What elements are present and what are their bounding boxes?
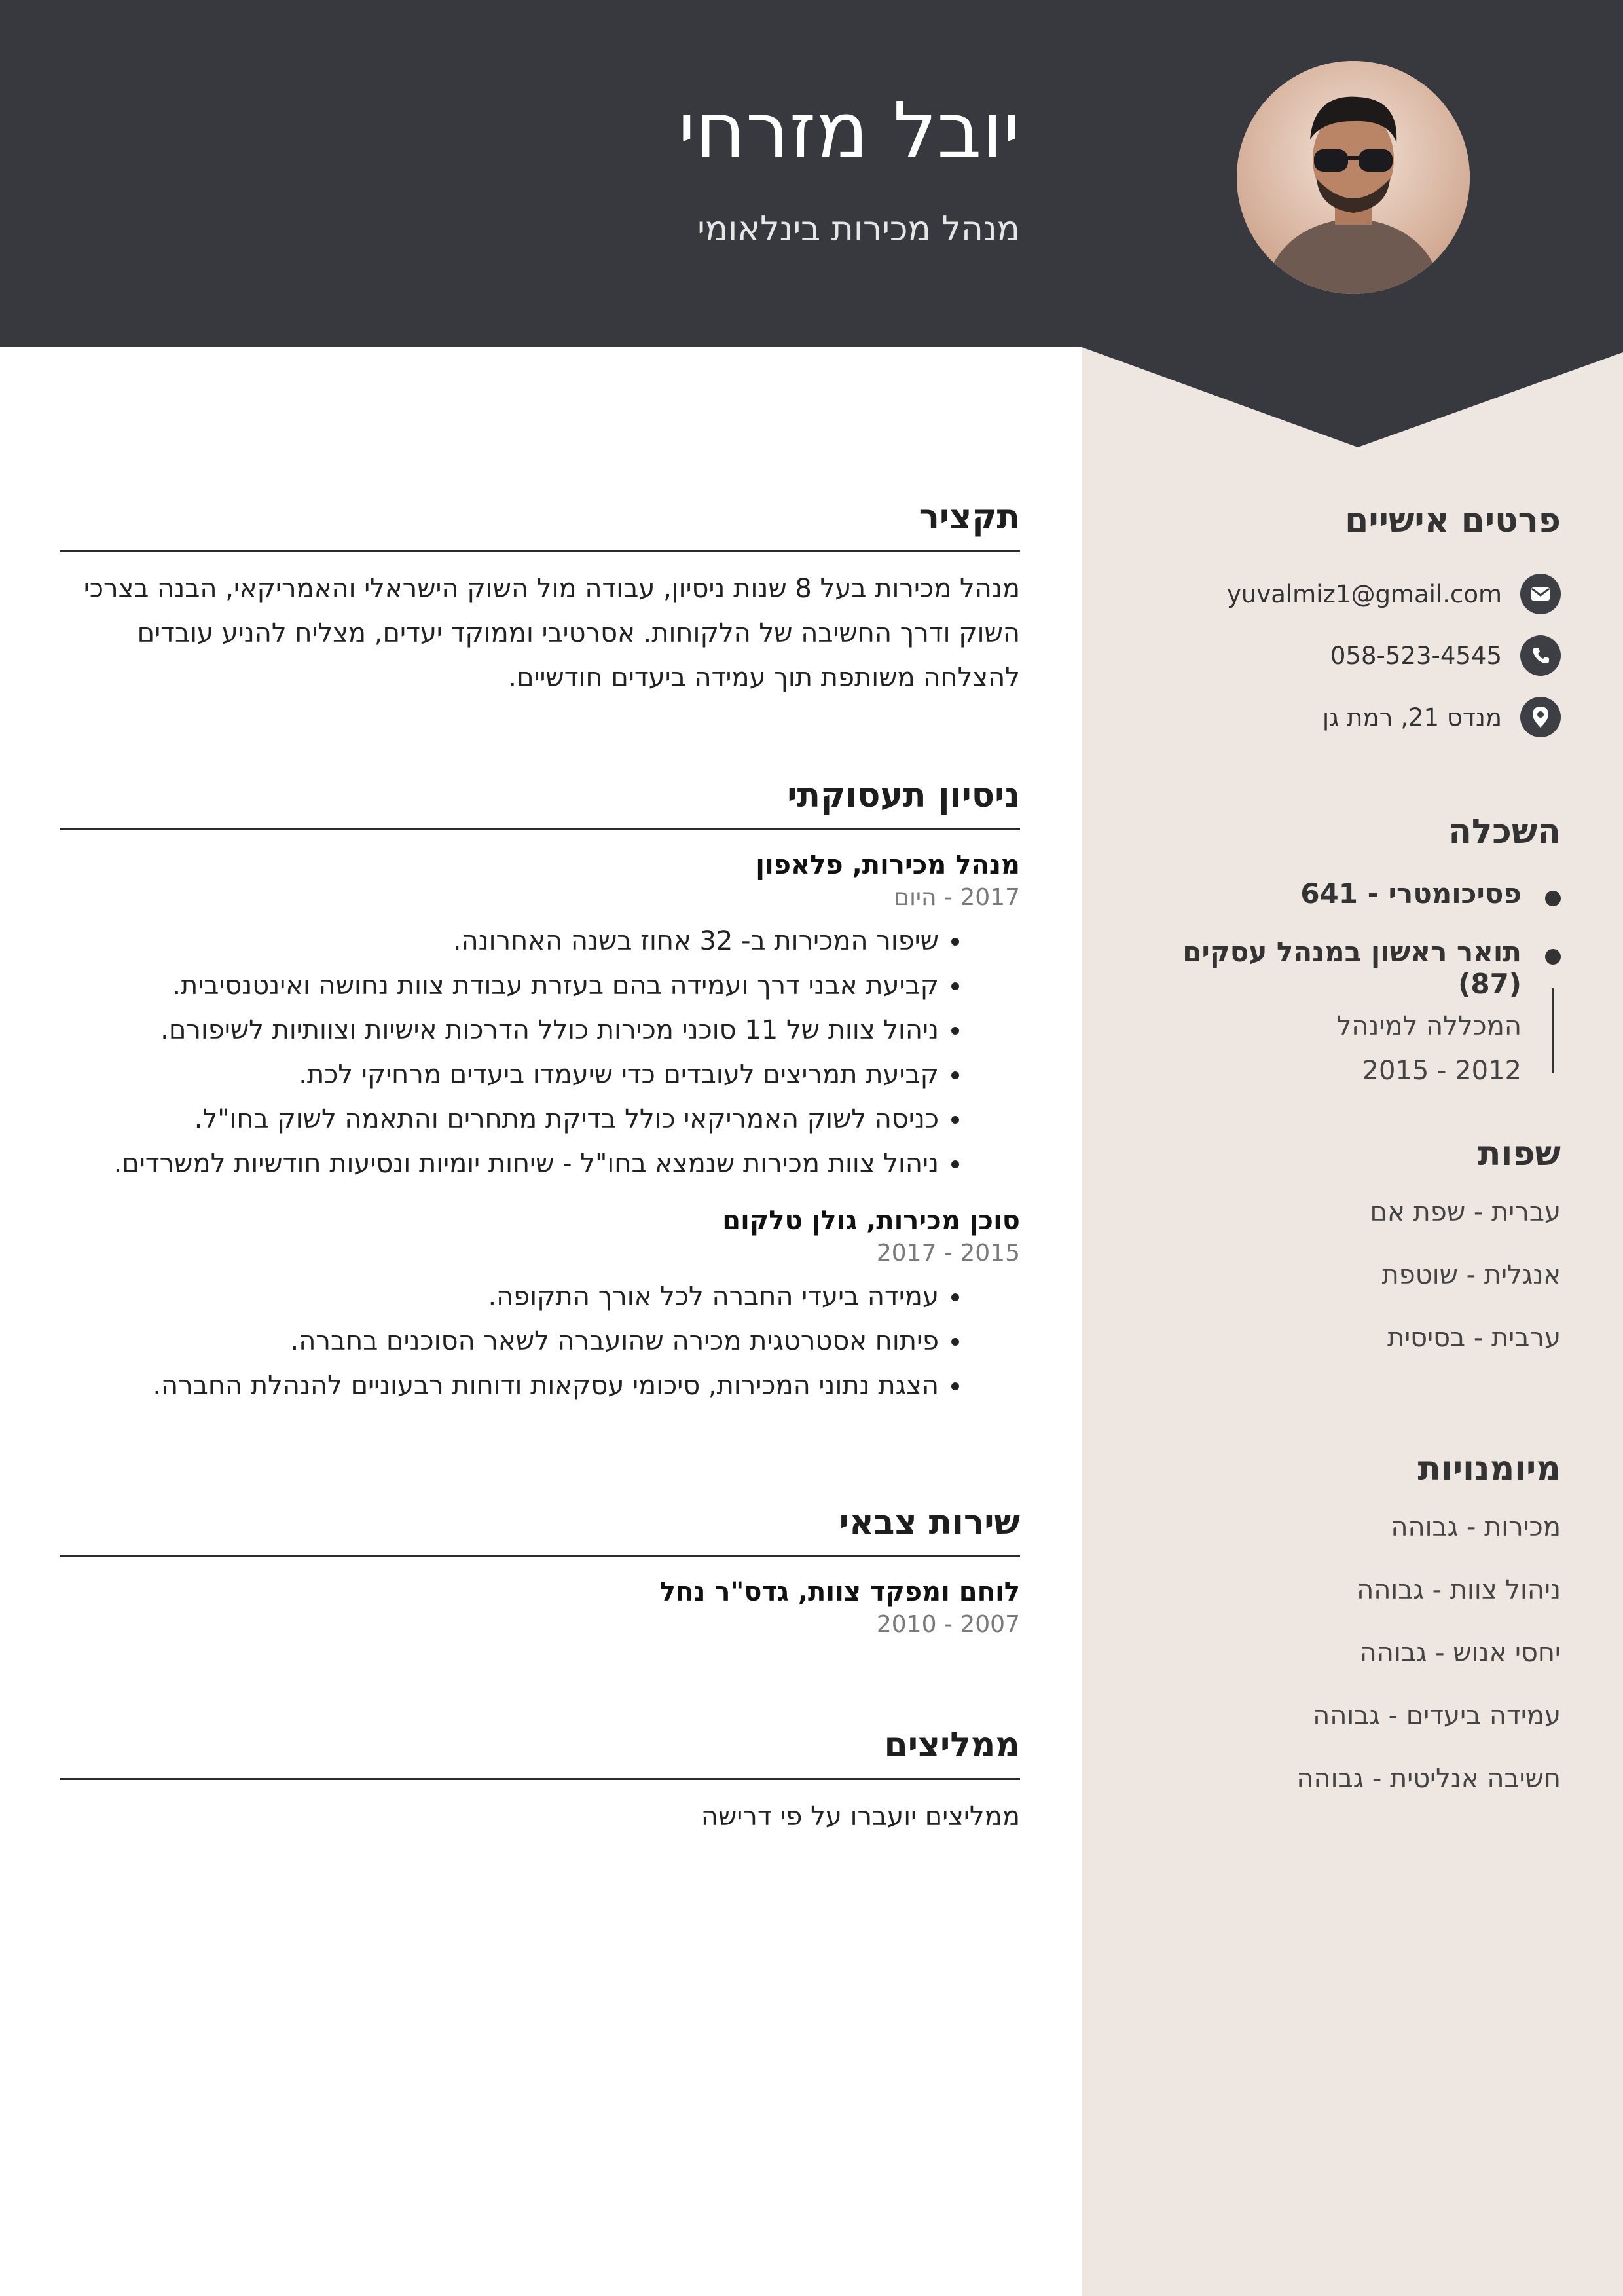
summary-heading: תקציר (60, 498, 1020, 552)
language-item: אנגלית - שוטפת (1381, 1260, 1561, 1290)
education-title: תואר ראשון במנהל עסקים (87) (1182, 936, 1522, 1000)
experience-section (60, 776, 1020, 1408)
person-name: יובל מזרחי (678, 85, 1020, 176)
education-item (1142, 878, 1561, 910)
bullet-dot (1545, 949, 1561, 965)
summary-line: מנהל מכירות בעל 8 שנות ניסיון, עבודה מול השוק הישראלי והאמריקאי, הבנה בצרכי (83, 574, 1020, 604)
person-title: מנהל מכירות בינלאומי (697, 210, 1020, 249)
job-date: 2015 - 2017 (876, 1240, 1020, 1267)
list-item: • ניהול צוות של 11 סוכני מכירות כולל הדרכות אישיות וצוותיות לשיפורם. (60, 1008, 939, 1052)
contact-email (1142, 573, 1561, 615)
skill-item: מכירות - גבוהה (1391, 1512, 1561, 1542)
list-item: • קביעת אבני דרך ועמידה בהם בעזרת עבודת צוות נחושה ואינטנסיבית. (60, 963, 939, 1008)
education-heading: השכלה (1448, 812, 1561, 851)
list-item: • קביעת תמריצים לעובדים כדי שיעמדו ביעדים מרחיקי לכת. (60, 1052, 939, 1097)
skills-heading: מיומנויות (1417, 1449, 1561, 1489)
profile-photo (1237, 61, 1470, 294)
job-bullets (60, 919, 1020, 1186)
summary-line: השוק ודרך החשיבה של הלקוחות. אסרטיבי וממוקד יעדים, מצליח להניע עובדים (137, 618, 1020, 648)
bullet-dot (1545, 891, 1561, 906)
languages-heading: שפות (1477, 1134, 1561, 1174)
summary-text (60, 566, 1020, 700)
list-item: • שיפור המכירות ב- 32 אחוז בשנה האחרונה. (60, 919, 939, 963)
email-text: yuvalmiz1@gmail.com (1226, 580, 1502, 608)
phone-icon (1520, 635, 1561, 676)
military-heading: שירות צבאי (60, 1503, 1020, 1557)
languages-section (1142, 1134, 1561, 1353)
military-title: לוחם ומפקד צוות, גדס"ר נחל (659, 1577, 1020, 1607)
language-item: עברית - שפת אם (1370, 1197, 1561, 1227)
contact-address (1142, 696, 1561, 738)
summary-line: להצלחה משותפת תוך עמידה ביעדים חודשיים. (508, 663, 1020, 693)
list-item: • עמידה ביעדי החברה לכל אורך התקופה. (60, 1274, 939, 1319)
education-years: 2012 - 2015 (1362, 1056, 1522, 1086)
skills-section (1142, 1449, 1561, 1794)
timeline-line (1552, 988, 1554, 1073)
references-section (60, 1726, 1020, 1839)
personal-section (1142, 501, 1561, 738)
references-heading: ממליצים (60, 1726, 1020, 1780)
education-title: פסיכומטרי - 641 (1300, 878, 1522, 910)
skill-item: יחסי אנוש - גבוהה (1359, 1638, 1561, 1668)
job-bullets (60, 1274, 1020, 1408)
education-item (1142, 936, 1561, 1093)
skill-item: עמידה ביעדים - גבוהה (1313, 1701, 1561, 1731)
list-item: • פיתוח אסטרטגית מכירה שהועברה לשאר הסוכנים בחברה. (60, 1319, 939, 1363)
references-text: ממליצים יועברו על פי דרישה (701, 1802, 1020, 1832)
job-title: סוכן מכירות, גולן טלקום (722, 1206, 1020, 1236)
job-date: 2017 - היום (894, 884, 1020, 911)
military-date: 2007 - 2010 (876, 1611, 1020, 1638)
personal-heading: פרטים אישיים (1345, 501, 1561, 540)
phone-text: 058-523-4545 (1330, 641, 1502, 670)
list-item: • הצגת נתוני המכירות, סיכומי עסקאות ודוחות רבעוניים להנהלת החברה. (60, 1363, 939, 1408)
experience-heading: ניסיון תעסוקתי (60, 776, 1020, 830)
list-item: • כניסה לשוק האמריקאי כולל בדיקת מתחרים והתאמה לשוק בחו"ל. (60, 1097, 939, 1141)
location-pin-icon (1520, 697, 1561, 737)
avatar-icon (1237, 61, 1470, 294)
address-text: מנדס 21, רמת גן (1322, 703, 1502, 731)
language-item: ערבית - בסיסית (1387, 1323, 1561, 1353)
contact-phone (1142, 635, 1561, 676)
military-section (60, 1503, 1020, 1638)
envelope-icon (1520, 574, 1561, 614)
list-item: • ניהול צוות מכירות שנמצא בחו"ל - שיחות יומיות ונסיעות חודשיות למשרדים. (60, 1141, 939, 1186)
job-title: מנהל מכירות, פלאפון (756, 850, 1020, 880)
education-section (1142, 812, 1561, 1093)
education-school: המכללה למינהל (1336, 1011, 1522, 1041)
summary-section (60, 498, 1020, 700)
skill-item: חשיבה אנליטית - גבוהה (1296, 1764, 1561, 1794)
skill-item: ניהול צוות - גבוהה (1357, 1575, 1561, 1605)
